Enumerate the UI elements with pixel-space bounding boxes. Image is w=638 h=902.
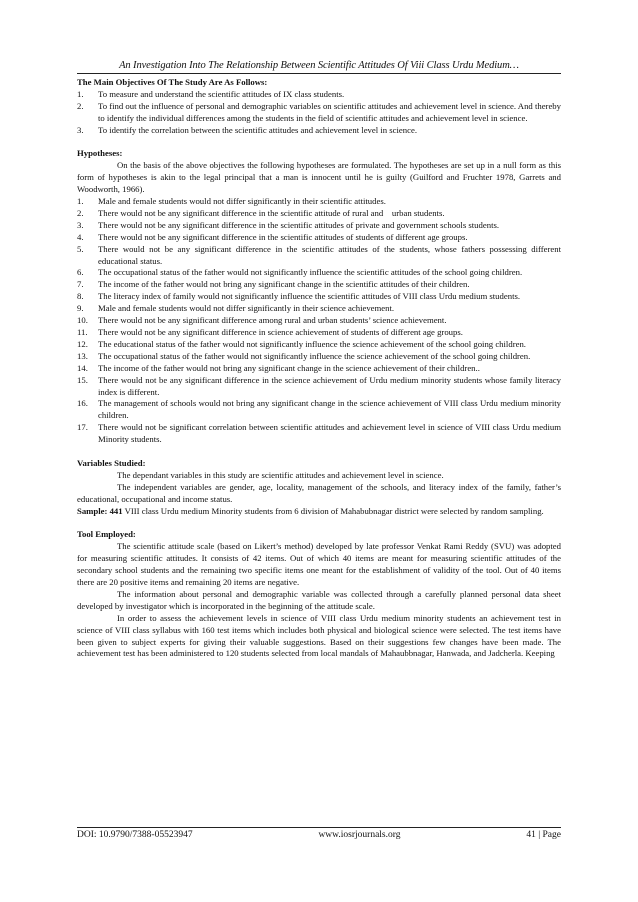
footer-page-number: 41 | Page xyxy=(526,830,561,840)
list-item: 2. To find out the influence of personal and demographic variables on scientific attitudes and achievement level in science. And thereby to identify the individual differences among the students in the field of scientific attitudes and achievement level in science. xyxy=(77,100,561,123)
tool-paragraph-1: The scientific attitude scale (based on Likert’s method) developed by late professor Venkat Rami Reddy (SVU) was adopted for measuring scientific attitudes. It consists of 42 items. Out of which 40 items are meant for measuring scientific attitudes of the secondary school students and the remaining two specific items one meant for the establishment of validity of the tool. Out of 40 items there are 20 positive items and remaining 20 items are negative. xyxy=(77,541,561,588)
list-item: 2. There would not be any significant difference in the scientific attitude of rural and urban students. xyxy=(77,207,445,218)
body-content xyxy=(77,77,561,660)
list-item: 9. Male and female students would not differ significantly in their science achievement. xyxy=(77,303,395,314)
variables-paragraph-2: The independent variables are gender, age, locality, management of the schools, and literacy index of the family, father’s educational, occupational and income status. xyxy=(77,481,561,504)
hypotheses-heading: Hypotheses: xyxy=(77,148,123,159)
list-item: 3. There would not be any significant difference in the scientific attitudes of private and government schools students. xyxy=(77,219,500,230)
footer-doi: DOI: 10.9790/7388-05523947 xyxy=(77,830,193,840)
list-item: 5. There would not be any significant difference in the scientific attitudes of the students, whose fathers possessing different educational status. xyxy=(77,243,561,266)
list-item: 6. The occupational status of the father would not significantly influence the scientific attitudes of the school going children. xyxy=(77,267,523,278)
variables-paragraph-1: The dependant variables in this study are scientific attitudes and achievement level in science. xyxy=(117,469,444,480)
list-item: 1. Male and female students would not differ significantly in their scientific attitudes. xyxy=(77,196,386,207)
objectives-list xyxy=(77,89,561,137)
footer-website-link[interactable]: www.iosrjournals.org xyxy=(318,830,401,840)
header-rule xyxy=(77,73,561,74)
list-item: 17. There would not be significant correlation between scientific attitudes and achievement level in science of VIII class Urdu medium Minority students. xyxy=(77,422,561,445)
objectives-heading: The Main Objectives Of The Study Are As Follows: xyxy=(77,77,268,87)
sample-paragraph xyxy=(77,506,561,518)
list-item: 16. The management of schools would not bring any significant change in the science achievement of VIII class Urdu medium minority children. xyxy=(77,398,561,421)
list-item: 12. The educational status of the father would not significantly influence the science achievement of the school going children. xyxy=(77,338,526,349)
sample-label: Sample: 441 xyxy=(77,505,123,516)
tool-paragraph-2: The information about personal and demographic variable was collected through a carefully planned personal data sheet developed by investigator which is incorporated in the beginning of the attitude scale. xyxy=(77,588,561,611)
list-item: 1. To measure and understand the scientific attitudes of IX class students. xyxy=(77,88,345,99)
list-item: 13. The occupational status of the father would not significantly influence the science achievement of the school going children. xyxy=(77,350,531,361)
tool-heading: Tool Employed: xyxy=(77,529,136,540)
list-item: 4. There would not be any significant difference in the scientific attitudes of students of different age groups. xyxy=(77,231,468,242)
hypotheses-list xyxy=(77,196,561,446)
running-header: An Investigation Into The Relationship Between Scientific Attitudes Of Viii Class Urdu Medium… xyxy=(119,60,519,71)
page xyxy=(77,58,561,660)
list-item: 14. The income of the father would not bring any significant change in the science achievement of their children.. xyxy=(77,362,480,373)
page-footer xyxy=(77,830,561,840)
list-item: 11. There would not be any significant difference in science achievement of students of different age groups. xyxy=(77,327,463,338)
list-item: 7. The income of the father would not bring any significant change in the scientific attitudes of their children. xyxy=(77,279,470,290)
sample-text: VIII class Urdu medium Minority students from 6 division of Mahabubnagar district were selected by random sampling. xyxy=(122,505,544,516)
footer-rule xyxy=(77,827,561,828)
list-item: 3. To identify the correlation between the scientific attitudes and achievement level in science. xyxy=(77,124,418,135)
list-item: 8. The literacy index of family would not significantly influence the scientific attitudes of VIII class Urdu medium students. xyxy=(77,291,521,302)
list-item: 15. There would not be any significant difference in the science achievement of Urdu medium minority students whose family literacy index is different. xyxy=(77,374,561,397)
variables-heading: Variables Studied: xyxy=(77,457,146,468)
hypotheses-intro: On the basis of the above objectives the following hypotheses are formulated. The hypotheses are set up in a null form as this form of hypotheses is akin to the legal principal that a man is innocent until he is guilty (Guilford and Fruchter 1978, Garrets and Woodworth, 1966). xyxy=(77,160,561,195)
list-item: 10. There would not be any significant difference among rural and urban students’ science achievement. xyxy=(77,315,447,326)
tool-paragraph-3: In order to assess the achievement levels in science of VIII class Urdu medium minority students an achievement test in science of VIII class syllabus with 160 test items which includes both physical and biological science were selected. The test items have been given to subject experts for giving their valuable suggestions. Based on their suggestions few changes have been made. The achievement test has been administered to 120 students selected from local mandals of Mahaubbnagar, Hanwada, and Jadcherla. Keeping xyxy=(77,612,561,659)
